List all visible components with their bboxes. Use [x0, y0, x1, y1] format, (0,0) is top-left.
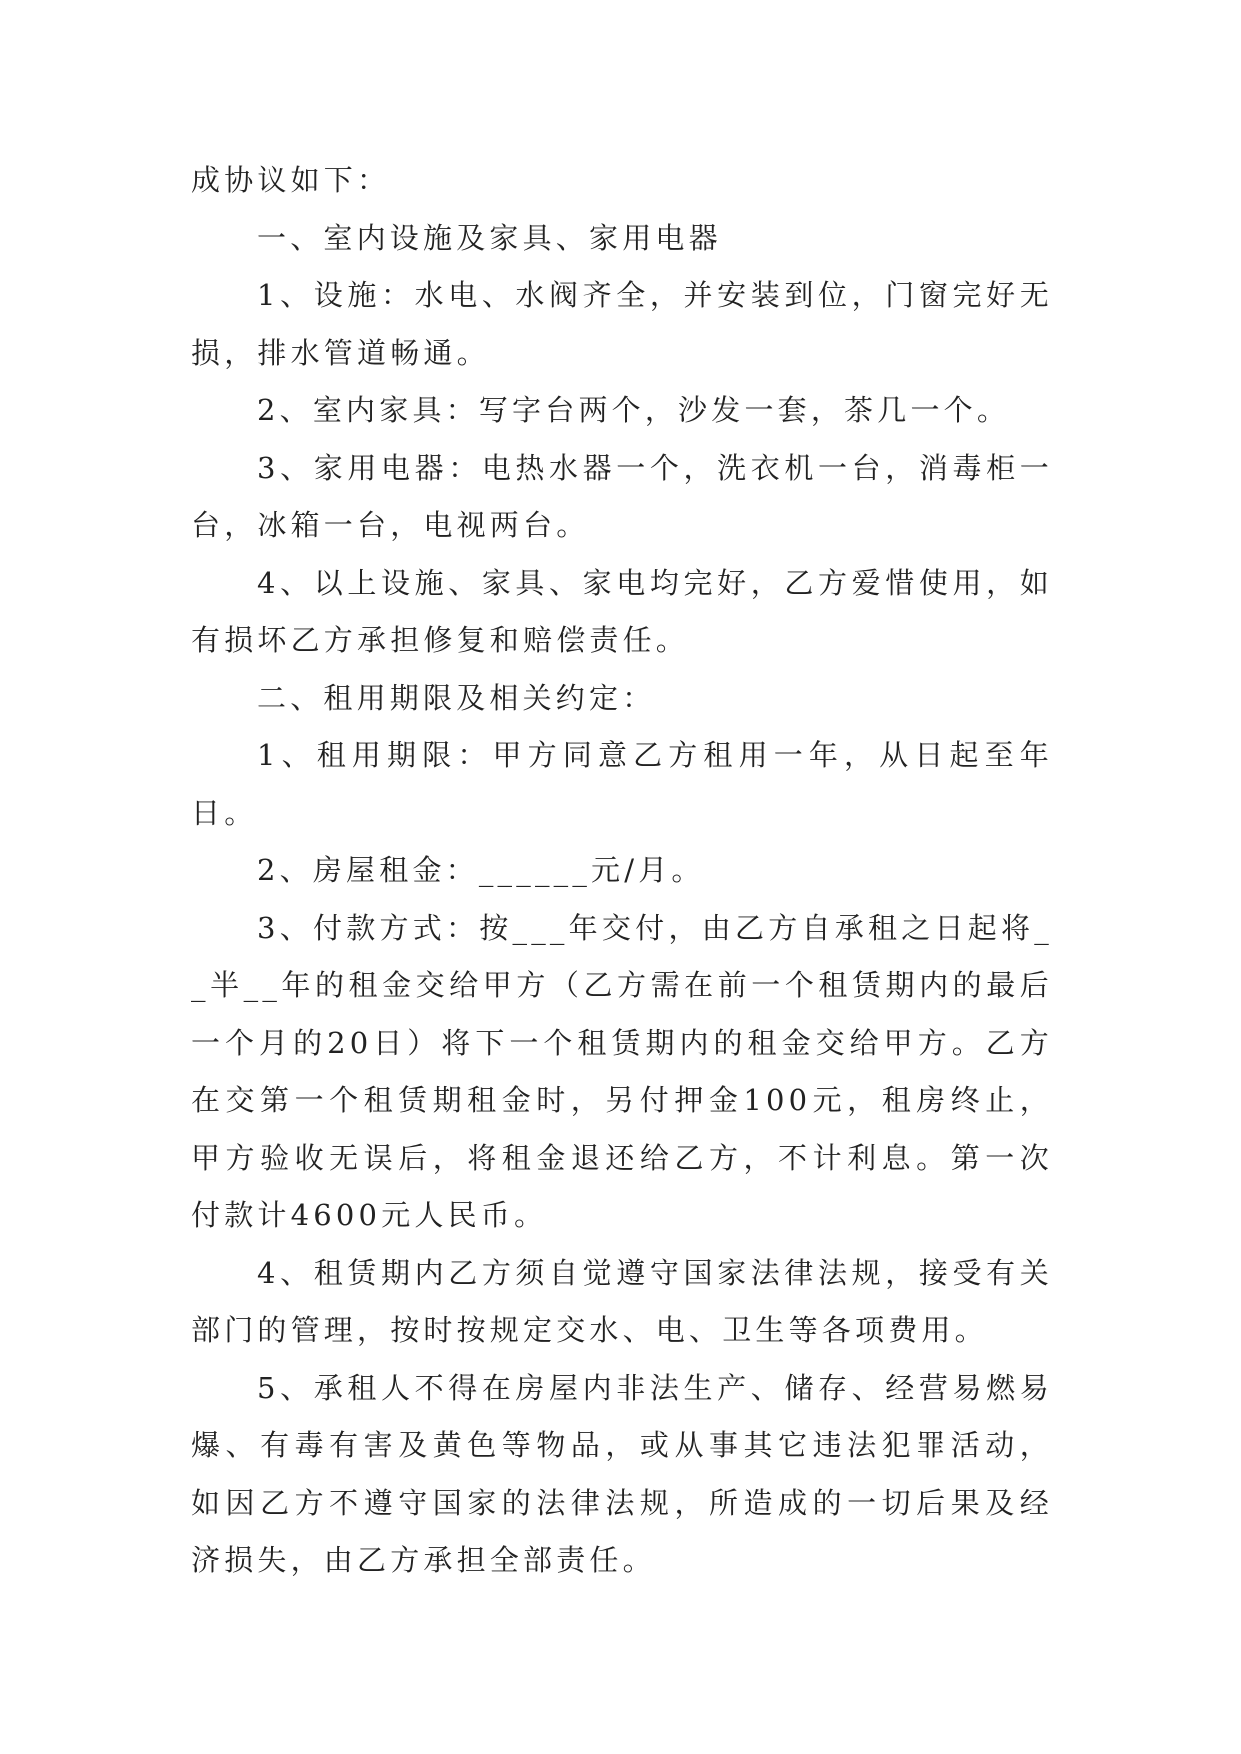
- clause-appliances: 3、家用电器：电热水器一个，洗衣机一台，消毒柜一台，冰箱一台，电视两台。: [191, 450, 1053, 542]
- clause-lease-period: 1、租用期限：甲方同意乙方租用一年，从日起至年日。: [191, 738, 1053, 830]
- document-page: [191, 152, 1053, 1590]
- clause-care-responsibility: 4、以上设施、家具、家电均完好，乙方爱惜使用，如有损坏乙方承担修复和赔偿责任。: [191, 565, 1053, 657]
- section-heading-facilities: 一、室内设施及家具、家用电器: [257, 220, 722, 255]
- clause-facilities: 1、设施：水电、水阀齐全，并安装到位，门窗完好无损，排水管道畅通。: [191, 278, 1053, 370]
- clause-prohibited-activities: 5、承租人不得在房屋内非法生产、储存、经营易燃易爆、有毒有害及黄色等物品，或从事其它违法犯罪活动，如因乙方不遵守国家的法律法规，所造成的一切后果及经济损失，由乙方承担全部责任。: [191, 1370, 1053, 1577]
- section-heading-lease-terms: 二、租用期限及相关约定：: [257, 680, 656, 715]
- clause-payment-method: 3、付款方式：按___年交付，由乙方自承租之日起将__半__年的租金交给甲方（乙方需在前一个租赁期内的最后一个月的20日）将下一个租赁期内的租金交给甲方。乙方在交第一个租赁期租金时，另付押金100元，租房终止，甲方验收无误后，将租金退还给乙方，不计利息。第一次付款计4600元人民币。: [191, 910, 1053, 1232]
- clause-rent: 2、房屋租金：______元/月。: [257, 853, 705, 887]
- paragraph-intro: 成协议如下：: [191, 163, 391, 197]
- clause-compliance: 4、租赁期内乙方须自觉遵守国家法律法规，接受有关部门的管理，按时按规定交水、电、卫生等各项费用。: [191, 1255, 1053, 1347]
- clause-furniture: 2、室内家具：写字台两个，沙发一套，茶几一个。: [257, 393, 1011, 427]
